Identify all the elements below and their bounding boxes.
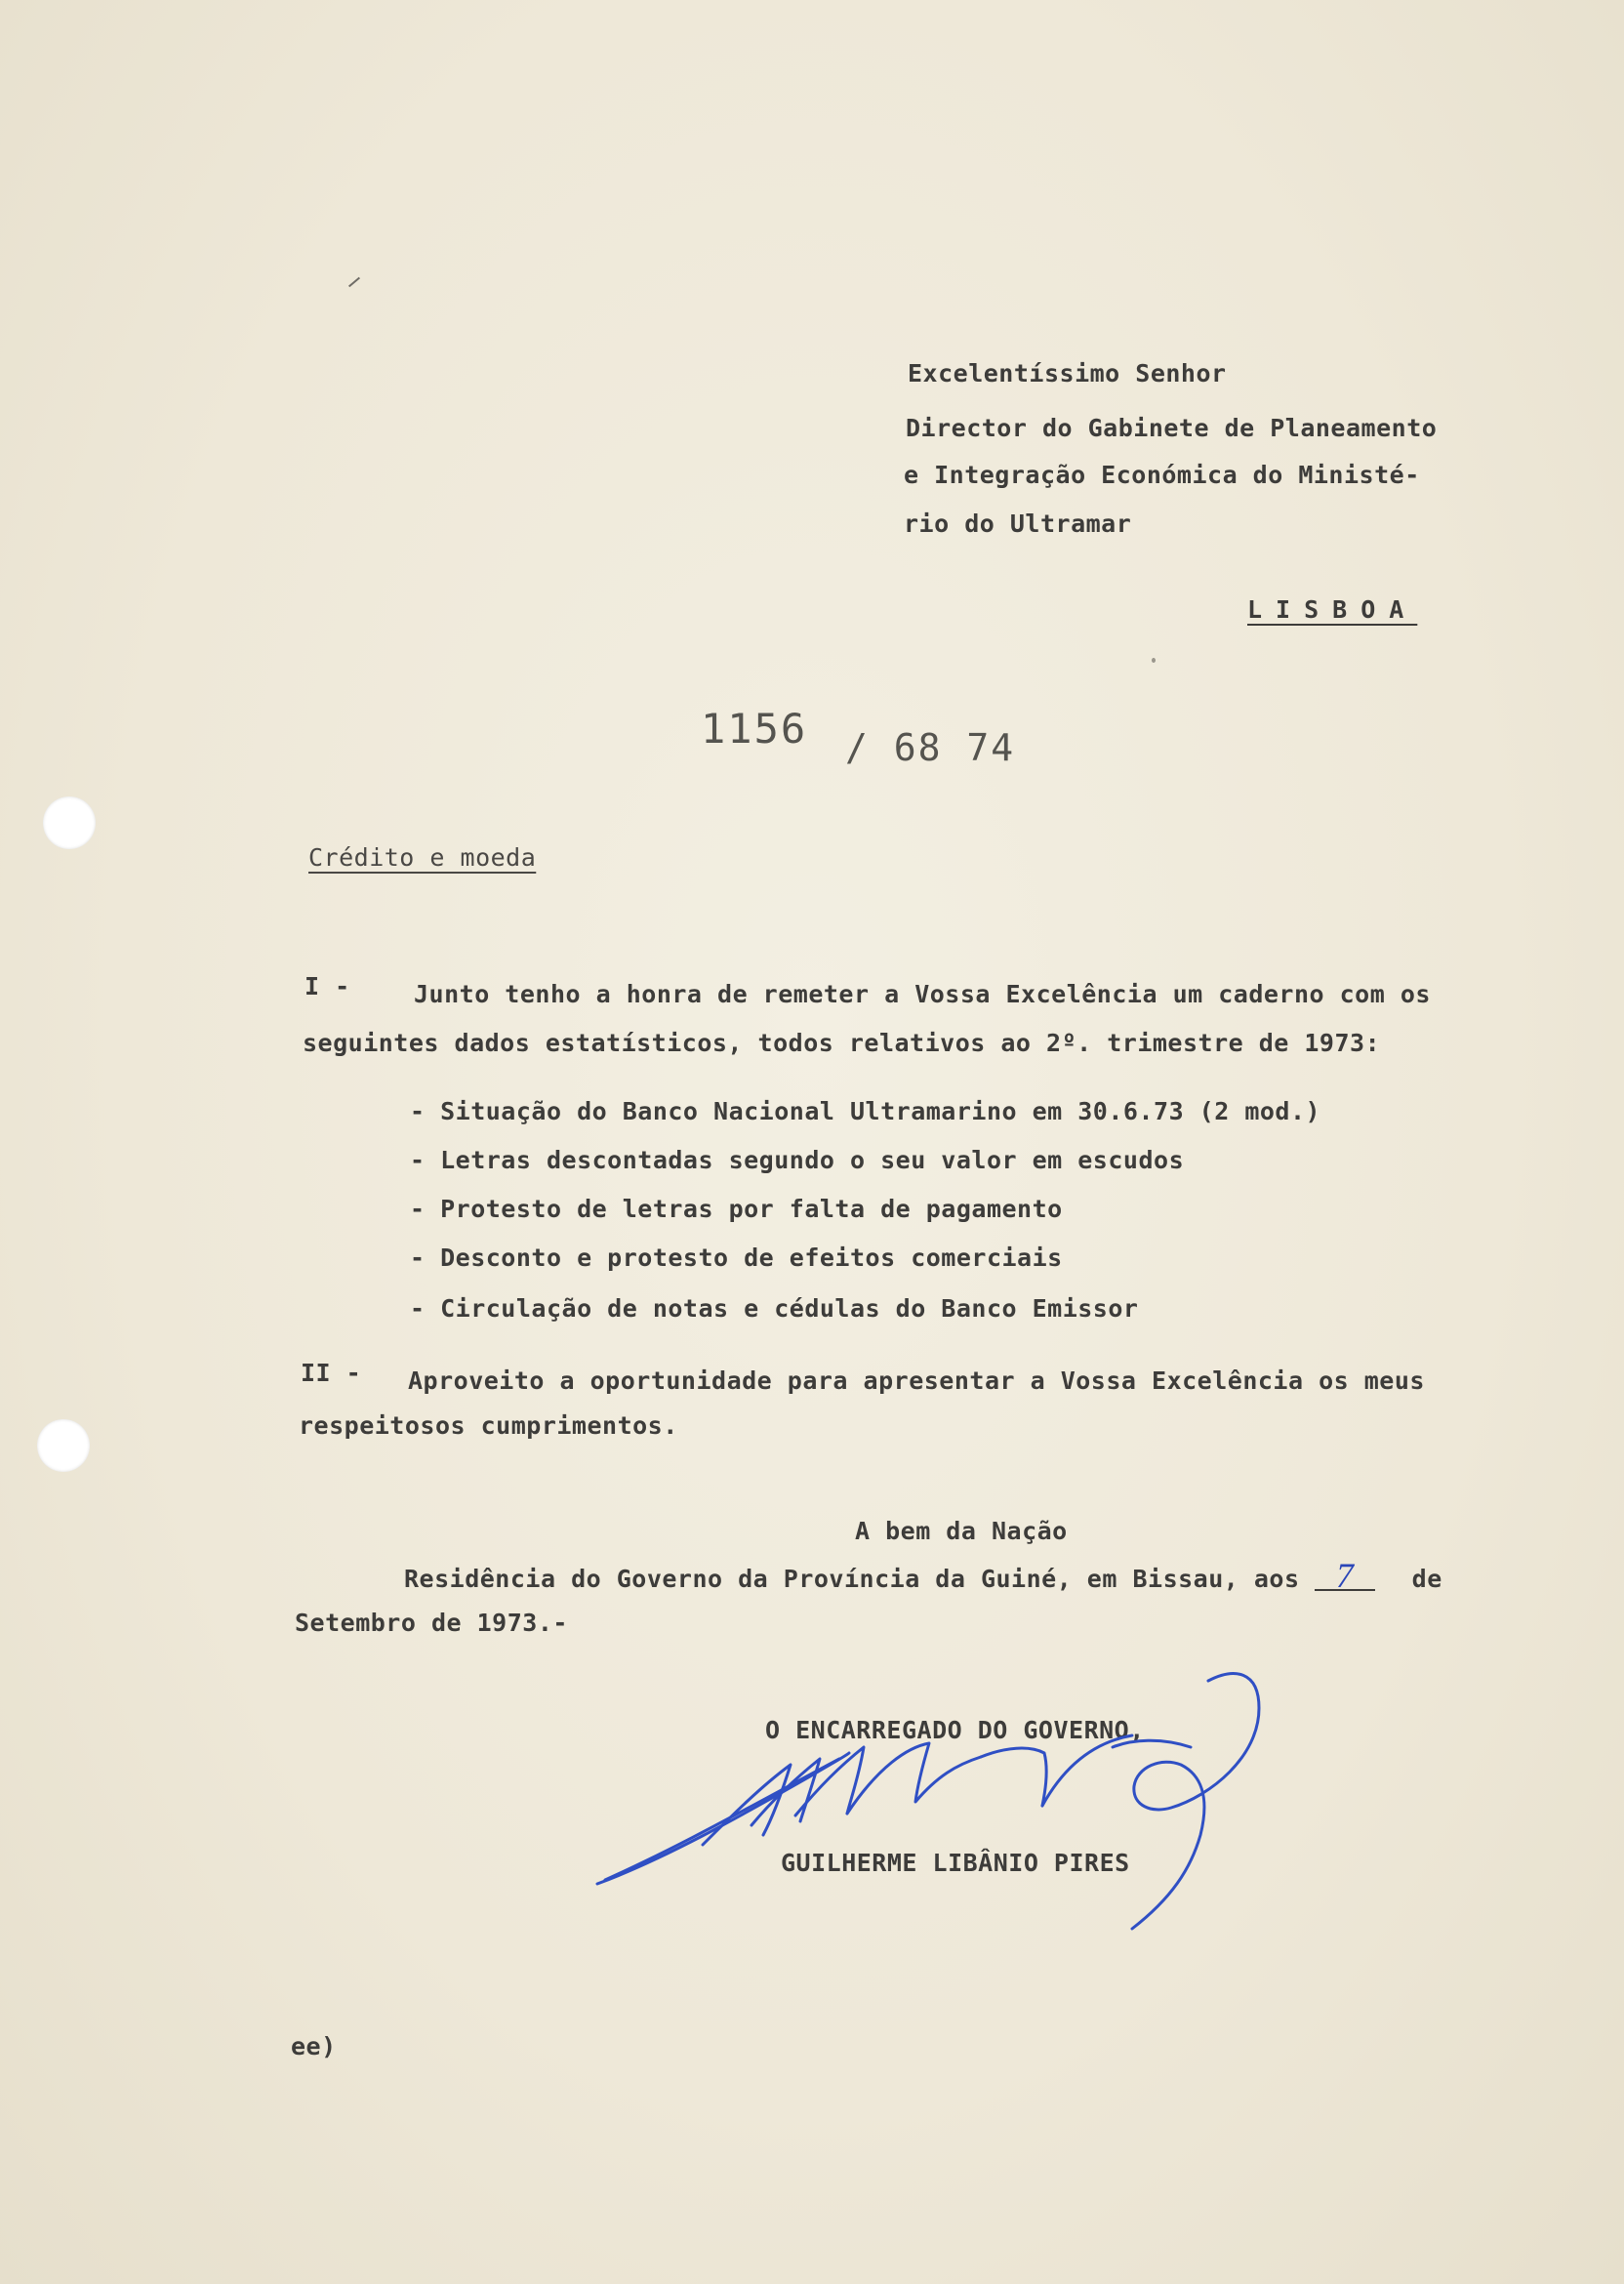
date-line: Setembro de 1973.- [295,1609,568,1637]
paragraph-2-line-2: respeitosos cumprimentos. [299,1411,678,1440]
list-item: - Situação do Banco Nacional Ultramarino em 30.6.73 (2 mod.) [410,1097,1321,1125]
paragraph-1-marker: I - [304,972,350,1000]
salutation: A bem da Nação [855,1517,1068,1545]
signatory-title: O ENCARREGADO DO GOVERNO, [765,1716,1145,1744]
signatory-name: GUILHERME LIBÂNIO PIRES [781,1849,1130,1877]
reference-suffix: / 68 74 [845,726,1016,769]
paper-mark [1152,658,1156,663]
paragraph-1-line-2: seguintes dados estatísticos, todos relativos ao 2º. trimestre de 1973: [303,1029,1381,1057]
date-day-handwritten: 7 [1315,1562,1375,1591]
paragraph-2-line-1: Aproveito a oportunidade para apresentar a Vossa Excelência os meus [408,1366,1425,1395]
addressee-city: LISBOA [1247,595,1418,624]
place-line-end: de [1411,1565,1442,1593]
reference-number: 1156 [701,705,808,753]
paragraph-2-marker: II - [301,1359,362,1387]
place-line-start: Residência do Governo da Província da Guiné, em Bissau, aos [404,1565,1300,1593]
list-item: - Desconto e protesto de efeitos comerciais [410,1244,1063,1272]
list-item: - Protesto de letras por falta de pagamento [410,1195,1063,1223]
list-item: - Letras descontadas segundo o seu valor em escudos [410,1146,1185,1174]
list-item: - Circulação de notas e cédulas do Banco Emissor [410,1294,1139,1323]
addressee-line-2: Director do Gabinete de Planeamento [906,414,1438,442]
subject-heading: Crédito e moeda [308,843,537,872]
paragraph-1-line-1: Junto tenho a honra de remeter a Vossa Excelência um caderno com os [414,980,1431,1008]
addressee-line-3: e Integração Económica do Ministé- [904,461,1420,489]
punch-hole-bottom [37,1419,90,1472]
addressee-line-1: Excelentíssimo Senhor [908,359,1227,387]
paper-mark [348,277,360,288]
addressee-line-4: rio do Ultramar [904,510,1132,538]
handwritten-signature [586,1650,1308,1942]
punch-hole-top [43,796,96,849]
place-line [404,1556,1442,1595]
typist-initials: ee) [291,2032,337,2060]
